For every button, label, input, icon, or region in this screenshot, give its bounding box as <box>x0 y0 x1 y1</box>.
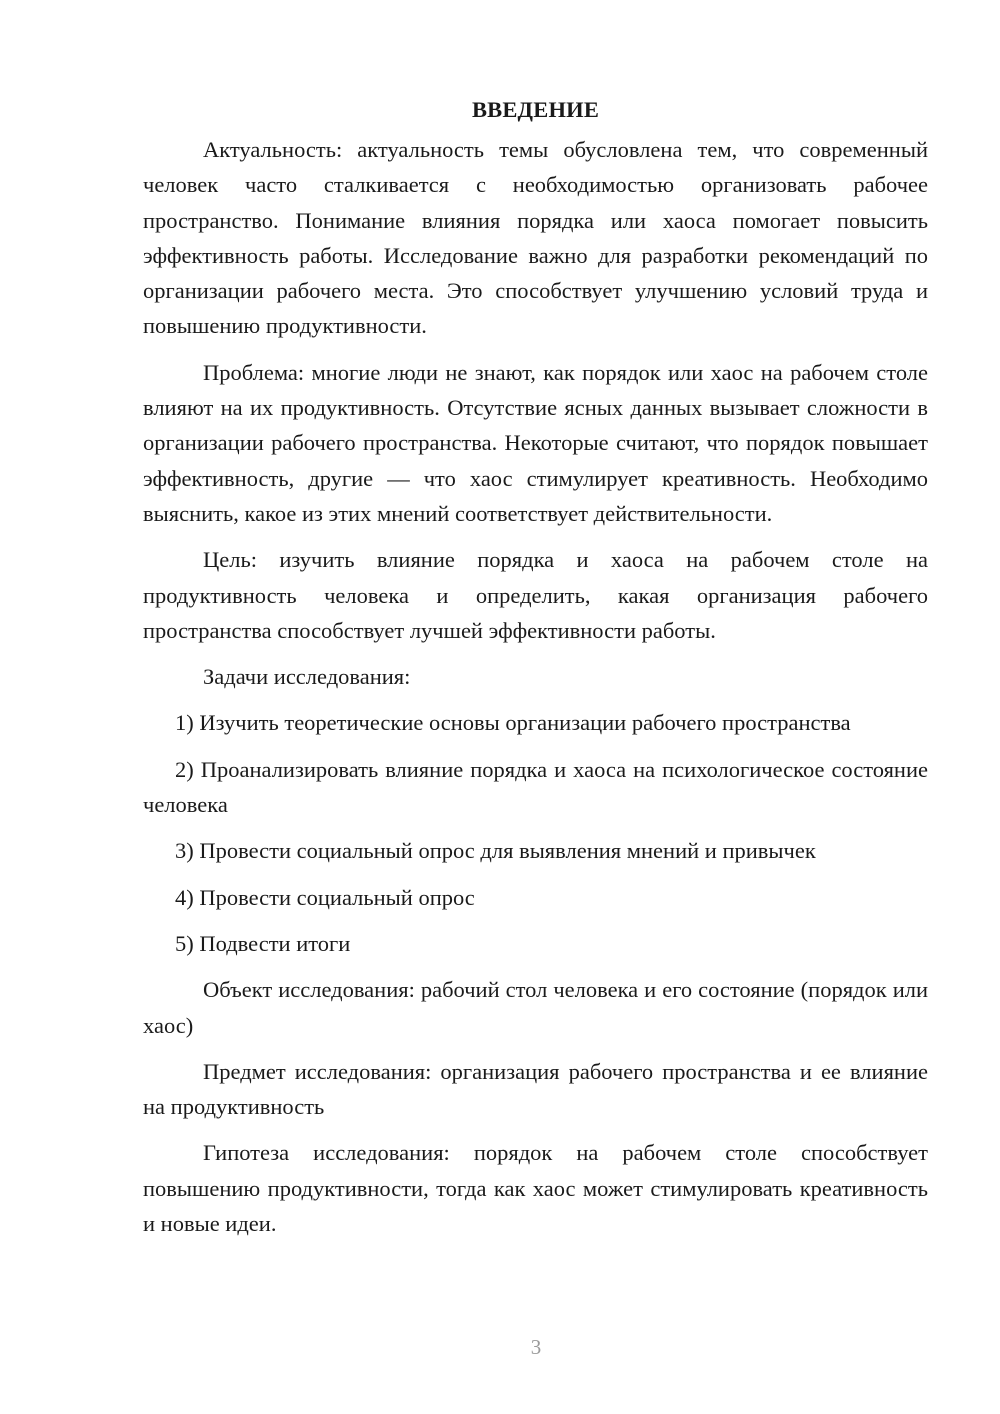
paragraph-object: Объект исследования: рабочий стол человека и его состояние (порядок или хаос) <box>143 977 928 1038</box>
paragraph-goal: Цель: изучить влияние порядка и хаоса на рабочем столе на продуктивность человека и определить, какая организация рабочего пространства способствует лучшей эффективности работы. <box>143 547 928 643</box>
paragraph-subject: Предмет исследования: организация рабочего пространства и ее влияние на продуктивность <box>143 1058 928 1120</box>
task-item-5: 5) Подвести итоги <box>175 930 351 956</box>
task-item-4: 4) Провести социальный опрос <box>175 884 475 910</box>
section-heading: ВВЕДЕНИЕ <box>471 97 600 122</box>
page-number: 3 <box>530 1335 542 1359</box>
paragraph-tasks-title: Задачи исследования: <box>203 664 411 690</box>
paragraph-hypothesis: Гипотеза исследования: порядок на рабочем столе способствует повышению продуктивности, тогда как хаос может стимулировать креативность и новые идеи. <box>143 1140 928 1237</box>
page-content <box>143 96 928 1241</box>
paragraph-problem: Проблема: многие люди не знают, как порядок или хаос на рабочем столе влияют на их продуктивность. Отсутствие ясных данных вызывает сложности в организации рабочего пространства. Некоторые считают, что порядок повышает эффективность, другие — что хаос стимулирует креативность. Необходимо выяснить, какое из этих мнений соответствует действительности. <box>143 359 928 526</box>
task-item-3: 3) Провести социальный опрос для выявления мнений и привычек <box>175 838 816 864</box>
paragraph-relevance: Актуальность: актуальность темы обусловлена тем, что современный человек часто сталкивается с необходимостью организовать рабочее пространство. Понимание влияния порядка или хаоса помогает повысить эффективность работы. Исследование важно для разработки рекомендаций по организации рабочего места. Это способствует улучшению условий труда и повышению продуктивности. <box>143 137 928 339</box>
task-item-1: 1) Изучить теоретические основы организации рабочего пространства <box>175 710 851 736</box>
task-item-2: 2) Проанализировать влияние порядка и хаоса на психологическое состояние человека <box>143 756 928 818</box>
